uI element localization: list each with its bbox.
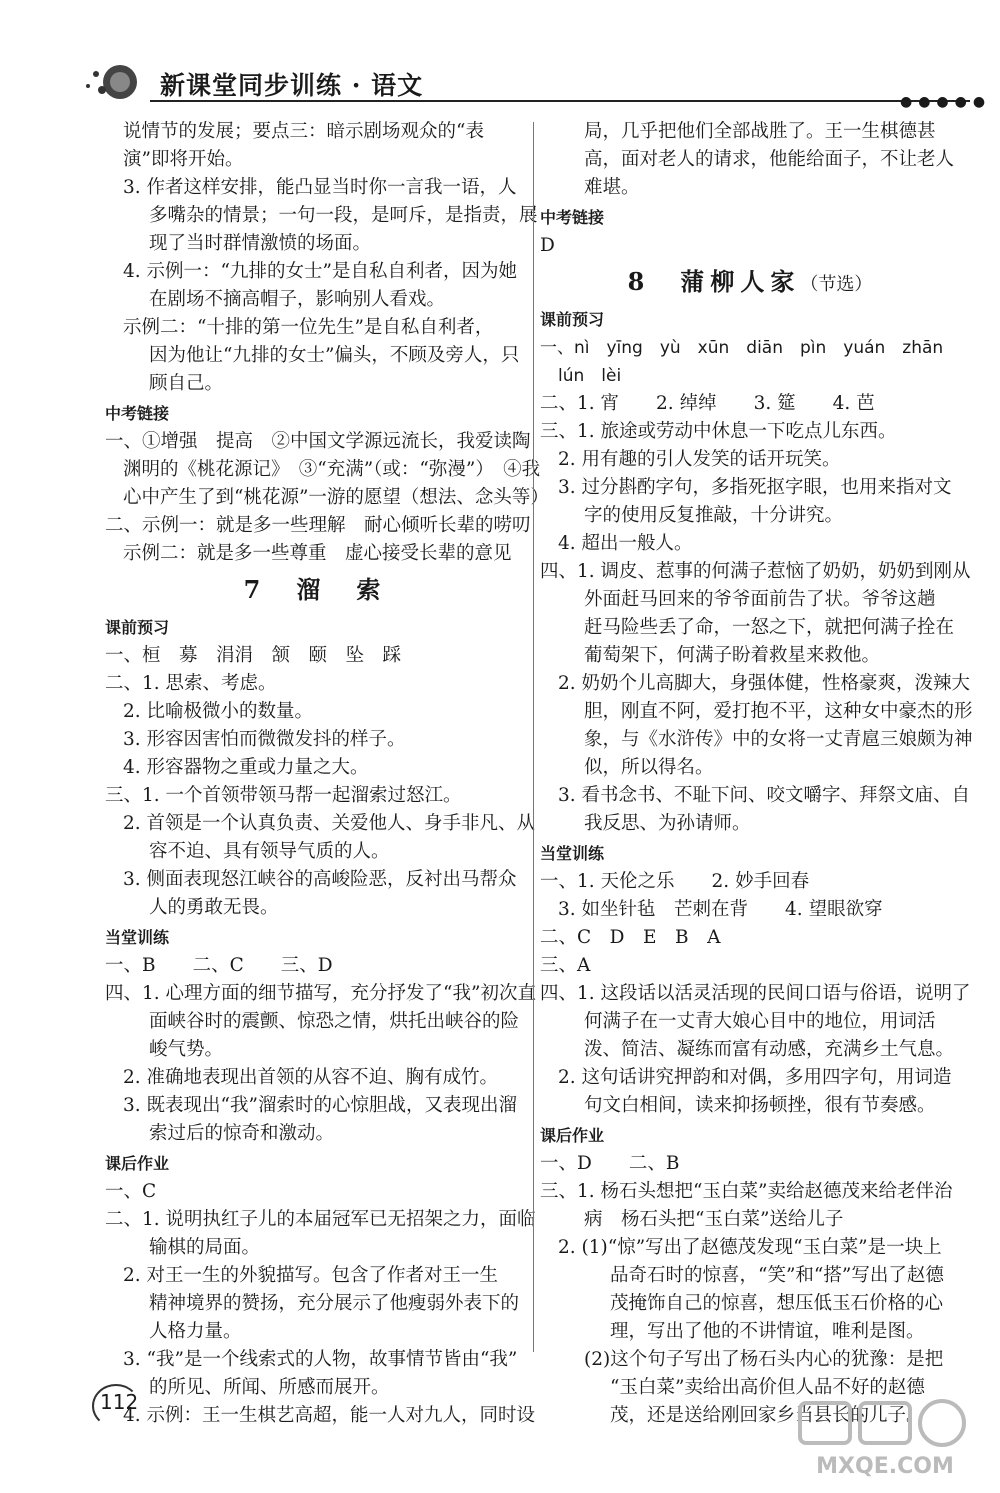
answer-line: 示例二：“十排的第一位先生”是自私自利者，: [123, 317, 494, 338]
answer-line: 二、1. 思索、考虑。: [105, 673, 277, 694]
answer-line: 多嘴杂的情景；一句一段，是呵斥，是指责，展: [149, 205, 538, 226]
answer-line: 茂，还是送给刚回家乡当县长的儿子。: [610, 1405, 925, 1426]
answer-line: 3. 既表现出“我”溜索时的心惊胆战，又表现出溜: [123, 1095, 517, 1116]
answer-line: 精神境界的赞扬，充分展示了他瘦弱外表下的: [149, 1293, 520, 1314]
answer-line: 高，面对老人的请求，他能给面子，不让老人: [584, 149, 955, 170]
answer-line: 一、D 二、B: [540, 1153, 680, 1174]
answer-line: 4. 形容器物之重或力量之大。: [123, 757, 369, 778]
answer-line: 葡萄架下，何满子盼着救星来救他。: [584, 645, 881, 666]
answer-line: 一、①增强 提高 ②中国文学源远流长，我爱读陶: [105, 431, 531, 452]
answer-line: 二、示例一：就是多一些理解 耐心倾听长辈的唠叨: [105, 515, 531, 536]
answer-line: 演”即将开始。: [123, 149, 244, 170]
answer-line: 4. 超出一般人。: [558, 533, 693, 554]
answer-line: 3. 如坐针毡 芒刺在背 4. 望眼欲穿: [558, 899, 883, 920]
left-column: [105, 118, 549, 1430]
answer-line: 2. 比喻极微小的数量。: [123, 701, 314, 722]
answer-line: 句文白相间，读来抑扬顿挫，很有节奏感。: [584, 1095, 936, 1116]
answer-line: 一、B 二、C 三、D: [105, 955, 333, 976]
lesson-title-text: 8 蒲柳人家: [627, 267, 801, 296]
answer-line: “玉白菜”卖给出高价但人品不好的赵德: [610, 1377, 925, 1398]
answer-line: 难堪。: [584, 177, 640, 198]
page-header: [80, 60, 992, 110]
answer-line: 品奇石时的惊喜，“笑”和“搭”写出了赵德: [610, 1265, 944, 1286]
answer-line: (2)这个句子写出了杨石头内心的犹豫：是把: [584, 1349, 944, 1370]
answer-line: 2. 用有趣的引人发笑的话开玩笑。: [558, 449, 841, 470]
section-subheading: 中考链接: [540, 208, 605, 227]
book-logo-icon: [80, 60, 150, 106]
answer-line: 一、1. 天伦之乐 2. 妙手回春: [540, 871, 810, 892]
page-number-ornament: [92, 1384, 140, 1428]
answer-line: 2. 这句话讲究押韵和对偶，多用四字句，用词造: [558, 1067, 952, 1088]
answer-line: 输棋的局面。: [149, 1237, 261, 1258]
answer-line: 2. 准确地表现出首领的从容不迫、胸有成竹。: [123, 1067, 499, 1088]
answer-line: 三、A: [540, 955, 591, 976]
answer-line: 3. 看书念书、不耻下问、咬文嚼字、拜祭文庙、自: [558, 785, 971, 806]
section-subheading: 课后作业: [540, 1126, 605, 1145]
answer-line: 现了当时群情激愤的场面。: [149, 233, 372, 254]
answer-line: 3. 作者这样安排，能凸显当时你一言我一语，人: [123, 177, 517, 198]
answer-line: 四、1. 心理方面的细节描写，充分抒发了“我”初次直: [105, 983, 536, 1004]
answer-line: 渊明的《桃花源记》 ③“充满”（或：“弥漫”） ④我: [123, 459, 541, 480]
answer-line: 4. 示例一：“九排的女士”是自私自利者，因为她: [123, 261, 517, 282]
section-subheading: 当堂训练: [540, 844, 605, 863]
answer-line: 病 杨石头把“玉白菜”送给儿子: [584, 1209, 844, 1230]
answer-line: 一、C: [105, 1181, 157, 1202]
answer-line: 人格力量。: [149, 1321, 242, 1342]
lesson-title-note: （节选）: [800, 274, 873, 295]
answer-line: 索过后的惊奇和激动。: [149, 1123, 335, 1144]
answer-line: 局，几乎把他们全部战胜了。王一生棋德甚: [584, 121, 936, 142]
answer-line: 2. 首领是一个认真负责、关爱他人、身手非凡、从: [123, 813, 536, 834]
answer-line: 似，所以得名。: [584, 757, 714, 778]
watermark-logo: [790, 1395, 980, 1485]
answer-line: 心中产生了到“桃花源”一游的愿望（想法、念头等）: [123, 487, 549, 508]
answer-line: 说情节的发展；要点三：暗示剧场观众的“表: [123, 121, 484, 142]
answer-line: 泼、简洁、凝练而富有动感，充满乡土气息。: [584, 1039, 955, 1060]
section-subheading: 中考链接: [105, 404, 170, 423]
answer-line: 容不迫、具有领导气质的人。: [149, 841, 390, 862]
answer-line: 理，写出了他的不讲情谊，唯利是图。: [610, 1321, 925, 1342]
answer-line: 三、1. 旅途或劳动中休息一下吃点儿东西。: [540, 421, 897, 442]
answer-line: 峻气势。: [149, 1039, 224, 1060]
pinyin-line: lún lèi: [558, 366, 622, 386]
book-title: 新课堂同步训练 · 语文: [160, 71, 424, 100]
answer-line: 二、1. 宵 2. 绰绰 3. 筵 4. 芭: [540, 393, 875, 414]
answer-line: 我反思、为孙请师。: [584, 813, 751, 834]
answer-line: 四、1. 调皮、惹事的何满子惹恼了奶奶，奶奶到刚从: [540, 561, 971, 582]
answer-line: 四、1. 这段话以活灵活现的民间口语与俗语，说明了: [540, 983, 971, 1004]
answer-line: 因为他让“九排的女士”偏头，不顾及旁人，只: [149, 345, 520, 366]
header-rule: [150, 100, 970, 102]
answer-line: 在剧场不摘高帽子，影响别人看戏。: [149, 289, 446, 310]
answer-line: 二、1. 说明执红子儿的本届冠军已无招架之力，面临: [105, 1209, 536, 1230]
lesson-title: [540, 260, 960, 304]
section-subheading: 课后作业: [105, 1154, 170, 1173]
answer-line: 赶马险些丢了命，一怒之下，就把何满子拴在: [584, 617, 955, 638]
column-divider: [533, 122, 534, 1352]
answer-line: 象，与《水浒传》中的女将一丈青扈三娘颇为神: [584, 729, 973, 750]
answer-line: 3. “我”是一个线索式的人物，故事情节皆由“我”: [123, 1349, 518, 1370]
answer-line: 外面赶马回来的爷爷面前告了状。爷爷这趟: [584, 589, 936, 610]
answer-line: 三、1. 杨石头想把“玉白菜”卖给赵德茂来给老伴治: [540, 1181, 953, 1202]
answer-line: 示例二：就是多一些尊重 虚心接受长辈的意见: [123, 543, 512, 564]
answer-line: 2. (1)“惊”写出了赵德茂发现“玉白菜”是一块上: [558, 1237, 942, 1258]
page-number: 112: [100, 1390, 138, 1414]
header-dots: ●●●●●: [900, 94, 992, 110]
pinyin-line: 一、nì yīng yù xūn diān pìn yuán zhān: [540, 338, 944, 358]
svg-text:MXQE.COM: MXQE.COM: [816, 1454, 954, 1479]
answer-line: 3. 侧面表现怒江峡谷的高峻险恶，反衬出马帮众: [123, 869, 517, 890]
answer-line: 胆，刚直不阿，爱打抱不平，这种女中豪杰的形: [584, 701, 973, 722]
answer-line: 一、桓 募 涓涓 颔 颐 坠 踩: [105, 645, 402, 666]
answer-line: 2. 奶奶个儿高脚大，身强体健，性格豪爽，泼辣大: [558, 673, 971, 694]
answer-line: 字的使用反复推敲，十分讲究。: [584, 505, 844, 526]
lesson-title: [105, 568, 525, 612]
answer-line: 二、C D E B A: [540, 927, 721, 948]
answer-line: 2. 对王一生的外貌描写。包含了作者对王一生: [123, 1265, 499, 1286]
answer-line: 茂掩饰自己的惊喜，想压低玉石价格的心: [610, 1293, 944, 1314]
answer-line: 的所见、所闻、所感而展开。: [149, 1377, 390, 1398]
section-subheading: 当堂训练: [105, 928, 170, 947]
lesson-title-text: 7 溜 索: [243, 575, 387, 604]
answer-line: 面峡谷时的震颤、惊恐之情，烘托出峡谷的险: [149, 1011, 520, 1032]
answer-line: 4. 示例：王一生棋艺高超，能一人对九人，同时设: [123, 1405, 536, 1426]
answer-line: D: [540, 235, 555, 256]
answer-line: 顾自己。: [149, 373, 224, 394]
section-subheading: 课前预习: [105, 618, 170, 637]
answer-line: 人的勇敢无畏。: [149, 897, 279, 918]
answer-line: 3. 形容因害怕而微微发抖的样子。: [123, 729, 406, 750]
answer-line: 3. 过分斟酌字句，多指死抠字眼，也用来指对文: [558, 477, 952, 498]
answer-line: 何满子在一丈青大娘心目中的地位，用词活: [584, 1011, 936, 1032]
right-column: [540, 118, 973, 1430]
section-subheading: 课前预习: [540, 310, 605, 329]
answer-line: 三、1. 一个首领带领马帮一起溜索过怒江。: [105, 785, 462, 806]
